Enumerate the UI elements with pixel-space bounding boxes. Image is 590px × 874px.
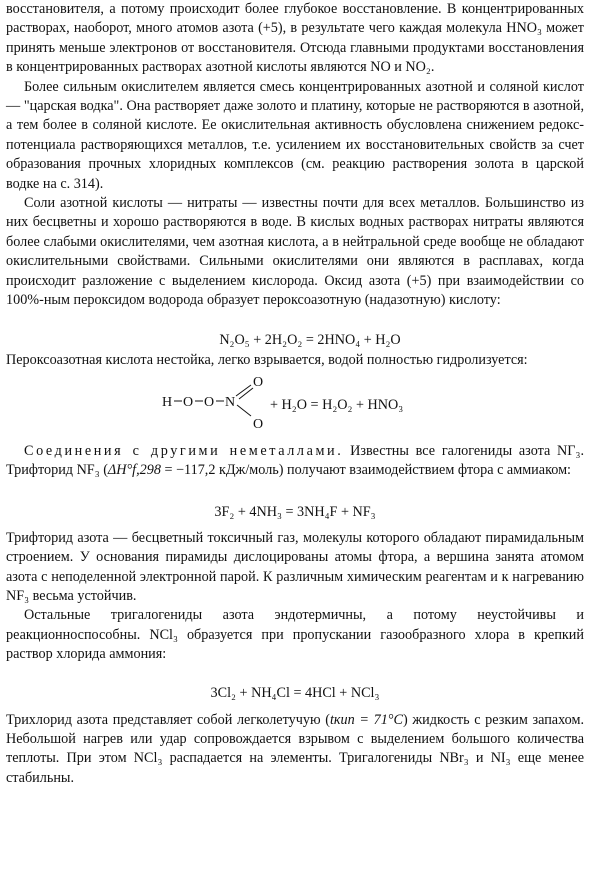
boiling-point: tкип = 71°C [329,711,403,728]
ncl3-text-a: Трихлорид азота представляет собой легколетучую ( [6,711,330,728]
atom-o-2: O [204,394,215,410]
paragraph-peroxonitric-acid: Пероксоазотная кислота нестойка, легко взрывается, водой полностью гидролизуется: [6,351,528,368]
atom-n: N [225,394,236,410]
structural-equation [6,370,584,442]
equation-hydrolysis-rest: + H₂O = H₂O₂ + HNO₃ [270,396,404,413]
atom-o-1: O [183,394,194,410]
equation-n2o5-h2o2: N₂O₅ + 2H₂O₂ = 2HNO₄ + H₂O [219,331,401,348]
section-lead: Соединения с другими неметаллами. [24,442,344,459]
equation-ncl3: 3Cl₂ + NH₄Cl = 4HCl + NCl₃ [210,684,380,701]
paragraph-1: восстановителя, а потому происходит более глубокое восстановление. В концентрированных растворах, наоборот, много атомов азота (+5), в результате чего каждая молекула HNO₃ может принять меньше электронов от восстановителя. Отсюда главными продуктами восстановления в концентрированных растворах азотной кислоты являются NO и NO₂. [6,1,584,76]
peroxonitric-acid-structure [156,372,270,438]
atom-o-top: O [253,374,264,390]
equation-nf3: 3F₂ + 4NH₃ = 3NH₄F + NF₃ [214,503,376,520]
document-page [6,0,584,788]
enthalpy-symbol: ΔH°f,298 [107,462,161,479]
paragraph-ncl3 [6,711,584,789]
halides-text-b: = −117,2 кДж/моль) получают взаимодействием фтора с аммиаком: [160,462,571,479]
halides-text-a: Известны все галогениды азота NГ₃. Трифторид NF₃ ( [6,442,584,479]
ncl3-text-b: ) жидкость с резким запахом. Небольшой нагрев или удар сопровождается взрывом с выделением большого количества теплоты. При этом NCl₃ распадается на элементы. Тригалогениды NBr₃ и NI₃ еще менее стабильны. [6,711,584,786]
paragraph-aqua-regia: Более сильным окислителем является смесь концентрированных азотной и соляной кислот — "царская водка". Она растворяет даже золото и платину, которые не растворяются в азотной, а тем более в соляной кислоте. Ее окислительная активность обусловлена снижением редокс-потенциала растворяющихся металлов, т.е. усилением их восстановительных свойств за счет образования прочных хлоридных комплексов (см. реакцию растворения золота в царской водке на с. 314). [6,78,584,192]
paragraph-halides [6,442,584,481]
atom-h: H [162,394,173,410]
paragraph-nf3: Трифторид азота — бесцветный токсичный газ, молекулы которого обладают пирамидальным строением. У основания пирамиды дислоцированы атомы фтора, а вершина занята атомом азота с неподеленной электронной парой. К различным химическим реагентам и к нагреванию NF₃ весьма устойчив. [6,529,584,604]
atom-o-bottom: O [253,416,264,432]
paragraph-trihalides: Остальные тригалогениды азота эндотермичны, а потому неустойчивы и реакционноспособны. NCl₃ образуется при пропускании газообразного хлора в крепкий раствор хлорида аммония: [6,607,584,663]
paragraph-nitrates: Соли азотной кислоты — нитраты — известны почти для всех металлов. Большинство из них бесцветны и хорошо растворяются в воде. В кислых водных растворах нитраты являются более слабыми окислителями, чем азотная кислота, а в нейтральной среде вообще не обладают окислительными свойствами. Сильными окислителями они являются в расплавах, когда происходит разложение с выделением кислорода. Оксид азота (+5) при взаимодействии со 100%-ным пероксидом водорода образует пероксоазотную (надазотную) кислоту: [6,195,584,309]
